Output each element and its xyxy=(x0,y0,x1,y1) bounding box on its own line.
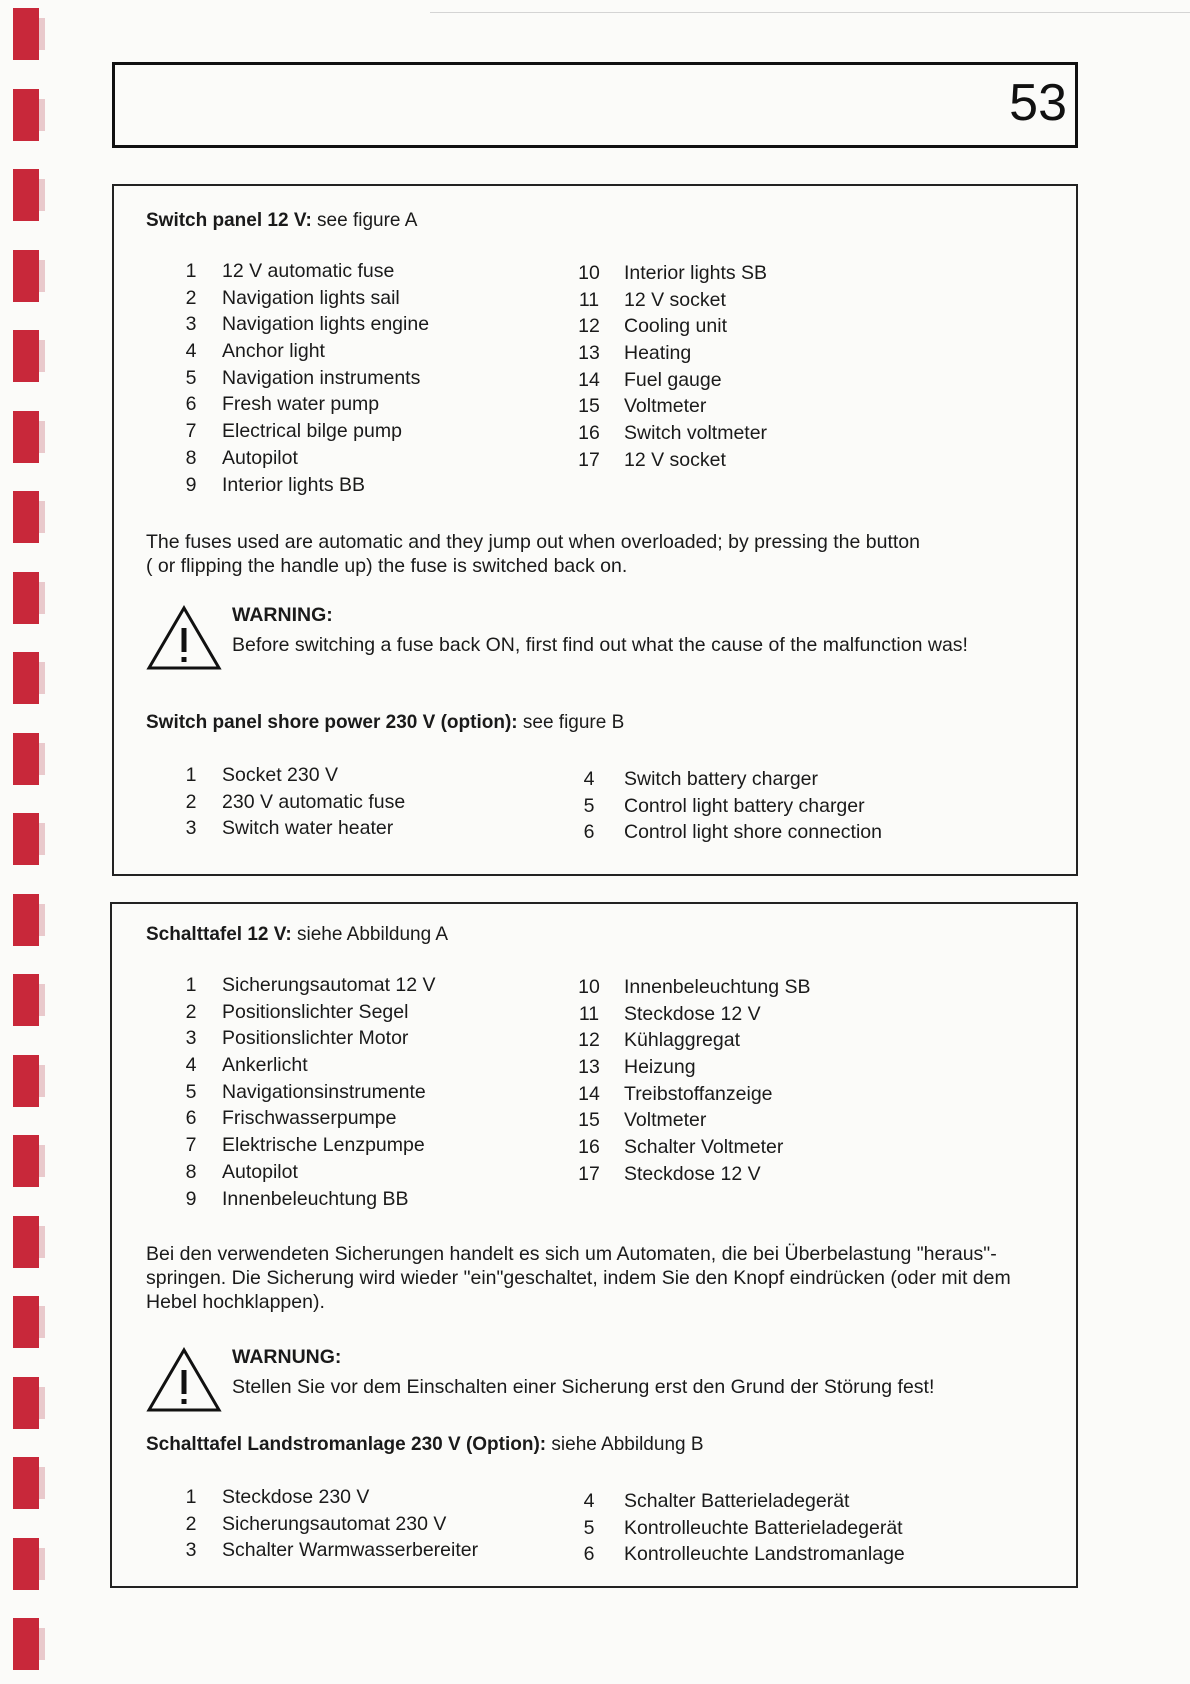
item-label: Navigation lights engine xyxy=(222,313,430,336)
list-item xyxy=(174,789,405,816)
item-number: 11 xyxy=(578,288,600,311)
item-label: Sicherungsautomat 12 V xyxy=(222,974,436,996)
item-label: Control light shore connection xyxy=(624,821,882,844)
item-label: 12 V socket xyxy=(624,288,726,311)
binding-hole xyxy=(13,1055,39,1107)
item-number: 10 xyxy=(578,262,600,284)
item-label: 230 V automatic fuse xyxy=(222,790,406,813)
binding-hole xyxy=(13,411,39,463)
list-item xyxy=(570,1001,811,1028)
item-number: 15 xyxy=(578,395,600,418)
list-item xyxy=(570,1054,811,1081)
page-number: 53 xyxy=(1009,74,1067,132)
item-number: 3 xyxy=(185,1027,197,1050)
item-number: 5 xyxy=(185,1080,197,1103)
list-item xyxy=(174,418,429,445)
item-label: Autopilot xyxy=(222,446,298,469)
item-number: 3 xyxy=(185,817,197,840)
item-label: Anchor light xyxy=(222,340,325,363)
item-number: 1 xyxy=(185,1486,197,1508)
binding-hole xyxy=(13,894,39,946)
item-number: 6 xyxy=(583,821,595,844)
item-label: 12 V socket xyxy=(624,448,726,471)
item-label: Steckdose 12 V xyxy=(624,1162,761,1185)
item-label: Kühlaggregat xyxy=(624,1029,741,1052)
list-item xyxy=(570,1107,811,1134)
warning-text: Before switching a fuse back ON, first find out what the cause of the malfunction was! xyxy=(232,634,968,656)
item-number: 1 xyxy=(185,974,197,996)
item-label: Innenbeleuchtung SB xyxy=(624,976,811,998)
item-number: 7 xyxy=(185,420,197,443)
item-number: 13 xyxy=(578,342,600,365)
schalttafel-heading: Schalttafel 12 V: siehe Abbildung A xyxy=(146,924,449,945)
list-item xyxy=(174,285,429,312)
item-label: Steckdose 230 V xyxy=(222,1486,370,1508)
schalttafel-list-right xyxy=(570,974,811,1188)
item-label: Switch voltmeter xyxy=(624,422,768,445)
item-number: 2 xyxy=(185,286,197,309)
sicherung-explanation: Bei den verwendeten Sicherungen handelt es sich um Automaten, die bei Überbelastung "heraus"- springen. Die Sicherung wird wieder "ein"geschaltet, indem Sie den Knopf eindrücken (oder mit dem Hebel hochklappen). xyxy=(146,1243,1011,1313)
binding-hole xyxy=(13,8,39,60)
list-item xyxy=(570,1134,811,1161)
list-item xyxy=(174,999,436,1026)
item-label: Navigationsinstrumente xyxy=(222,1080,426,1103)
item-number: 16 xyxy=(578,1136,600,1159)
binding-hole xyxy=(13,1618,39,1670)
list-item xyxy=(174,972,436,999)
item-number: 2 xyxy=(185,790,197,813)
item-number: 12 xyxy=(578,1029,600,1052)
binding-hole xyxy=(13,330,39,382)
list-item xyxy=(174,1052,436,1079)
item-number: 12 xyxy=(578,315,600,338)
warning-triangle-icon xyxy=(146,1346,222,1414)
warning-title: WARNING: xyxy=(232,604,333,626)
item-label: Autopilot xyxy=(222,1160,298,1183)
item-label: Fuel gauge xyxy=(624,368,722,391)
warnung-block xyxy=(146,1346,1026,1414)
list-item xyxy=(570,367,767,394)
item-label: Control light battery charger xyxy=(624,794,865,817)
binding-hole xyxy=(13,652,39,704)
item-number: 16 xyxy=(578,422,600,445)
item-number: 4 xyxy=(583,1490,595,1512)
list-item xyxy=(174,258,429,285)
top-rule xyxy=(430,12,1190,13)
item-label: Innenbeleuchtung BB xyxy=(222,1187,409,1210)
item-label: Positionslichter Motor xyxy=(222,1027,409,1050)
item-label: Elektrische Lenzpumpe xyxy=(222,1134,425,1157)
item-number: 1 xyxy=(185,260,197,282)
item-number: 4 xyxy=(185,1054,197,1077)
item-number: 5 xyxy=(583,794,595,817)
binding-hole xyxy=(13,1538,39,1590)
list-item xyxy=(570,793,882,820)
list-item xyxy=(570,1515,905,1542)
list-item xyxy=(570,1488,905,1515)
landstrom-list-left xyxy=(174,1484,478,1564)
binding-hole xyxy=(13,1296,39,1348)
item-label: Sicherungsautomat 230 V xyxy=(222,1512,447,1535)
item-number: 17 xyxy=(578,1162,600,1185)
fuse-explanation: The fuses used are automatic and they jump out when overloaded; by pressing the button ( or flipping the handle up) the fuse is switched back on. xyxy=(146,531,920,577)
item-number: 7 xyxy=(185,1134,197,1157)
item-label: Voltmeter xyxy=(624,1109,707,1132)
item-number: 17 xyxy=(578,448,600,471)
item-label: Ankerlicht xyxy=(222,1054,308,1077)
switch-panel-list-right xyxy=(570,260,767,474)
list-item xyxy=(570,287,767,314)
item-label: Schalter Batterieladegerät xyxy=(624,1490,850,1512)
list-item xyxy=(174,1511,478,1538)
switch-panel-list-left xyxy=(174,258,429,498)
item-label: Cooling unit xyxy=(624,315,727,338)
item-label: Fresh water pump xyxy=(222,393,380,416)
item-number: 1 xyxy=(185,764,197,786)
list-item xyxy=(570,1541,905,1568)
list-item xyxy=(174,1186,436,1213)
item-label: Switch water heater xyxy=(222,817,394,840)
warning-triangle-icon xyxy=(146,604,222,672)
binding-hole xyxy=(13,813,39,865)
list-item xyxy=(570,447,767,474)
item-label: Treibstoffanzeige xyxy=(624,1082,773,1105)
item-number: 11 xyxy=(578,1002,600,1025)
item-label: Schalter Warmwasserbereiter xyxy=(222,1539,479,1562)
list-item xyxy=(174,472,429,499)
list-item xyxy=(174,1484,478,1511)
item-label: Socket 230 V xyxy=(222,764,338,786)
list-item xyxy=(174,815,405,842)
list-item xyxy=(174,391,429,418)
list-item xyxy=(174,365,429,392)
spiral-binding xyxy=(0,0,70,1684)
list-item xyxy=(570,420,767,447)
list-item xyxy=(174,1105,436,1132)
landstrom-heading: Schalttafel Landstromanlage 230 V (Option): siehe Abbildung B xyxy=(146,1434,704,1455)
shore-power-list-right xyxy=(570,766,882,846)
binding-hole xyxy=(13,1377,39,1429)
list-item xyxy=(174,1132,436,1159)
switch-panel-heading: Switch panel 12 V: see figure A xyxy=(146,210,418,231)
binding-hole xyxy=(13,1457,39,1509)
item-number: 6 xyxy=(185,393,197,416)
item-number: 4 xyxy=(185,340,197,363)
binding-hole xyxy=(13,491,39,543)
list-item xyxy=(570,766,882,793)
binding-hole xyxy=(13,733,39,785)
item-number: 6 xyxy=(185,1107,197,1130)
item-label: Voltmeter xyxy=(624,395,707,418)
item-number: 13 xyxy=(578,1056,600,1079)
item-number: 5 xyxy=(185,366,197,389)
warning-block xyxy=(146,604,1026,672)
binding-hole xyxy=(13,974,39,1026)
item-label: Frischwasserpumpe xyxy=(222,1107,397,1130)
item-label: Heating xyxy=(624,342,692,365)
item-number: 2 xyxy=(185,1000,197,1023)
item-label: Kontrolleuchte Landstromanlage xyxy=(624,1543,905,1566)
list-item xyxy=(570,1161,811,1188)
item-label: Steckdose 12 V xyxy=(624,1002,761,1025)
list-item xyxy=(570,1081,811,1108)
item-label: 12 V automatic fuse xyxy=(222,260,395,282)
item-number: 14 xyxy=(578,368,600,391)
binding-hole xyxy=(13,169,39,221)
warnung-title: WARNUNG: xyxy=(232,1346,342,1368)
list-item xyxy=(174,338,429,365)
item-number: 4 xyxy=(583,768,595,790)
item-number: 3 xyxy=(185,1539,197,1562)
item-label: Navigation instruments xyxy=(222,366,421,389)
item-label: Switch battery charger xyxy=(624,768,819,790)
english-section xyxy=(112,184,1078,876)
list-item xyxy=(174,1079,436,1106)
item-number: 14 xyxy=(578,1082,600,1105)
item-label: Interior lights SB xyxy=(624,262,768,284)
item-number: 2 xyxy=(185,1512,197,1535)
schalttafel-list-left xyxy=(174,972,436,1212)
list-item xyxy=(570,393,767,420)
item-number: 10 xyxy=(578,976,600,998)
item-number: 8 xyxy=(185,446,197,469)
binding-hole xyxy=(13,1135,39,1187)
page-header-box xyxy=(112,62,1078,148)
list-item xyxy=(174,1025,436,1052)
item-label: Heizung xyxy=(624,1056,696,1079)
item-number: 5 xyxy=(583,1516,595,1539)
item-label: Positionslichter Segel xyxy=(222,1000,409,1023)
list-item xyxy=(570,313,767,340)
binding-hole xyxy=(13,89,39,141)
list-item xyxy=(570,974,811,1001)
binding-hole xyxy=(13,572,39,624)
warnung-text: Stellen Sie vor dem Einschalten einer Sicherung erst den Grund der Störung fest! xyxy=(232,1376,935,1398)
item-label: Navigation lights sail xyxy=(222,286,400,309)
list-item xyxy=(570,260,767,287)
landstrom-list-right xyxy=(570,1488,905,1568)
shore-power-list-left xyxy=(174,762,405,842)
list-item xyxy=(570,1027,811,1054)
list-item xyxy=(570,819,882,846)
shore-power-heading: Switch panel shore power 230 V (option): see figure B xyxy=(146,712,625,733)
item-number: 3 xyxy=(185,313,197,336)
list-item xyxy=(174,311,429,338)
binding-hole xyxy=(13,250,39,302)
list-item xyxy=(174,1159,436,1186)
item-label: Kontrolleuchte Batterieladegerät xyxy=(624,1516,903,1539)
item-label: Electrical bilge pump xyxy=(222,420,402,443)
list-item xyxy=(570,340,767,367)
item-label: Interior lights BB xyxy=(222,473,366,496)
item-number: 8 xyxy=(185,1160,197,1183)
item-number: 9 xyxy=(185,473,197,496)
item-number: 9 xyxy=(185,1187,197,1210)
list-item xyxy=(174,1537,478,1564)
item-label: Schalter Voltmeter xyxy=(624,1136,784,1159)
list-item xyxy=(174,762,405,789)
item-number: 15 xyxy=(578,1109,600,1132)
list-item xyxy=(174,445,429,472)
item-number: 6 xyxy=(583,1543,595,1566)
binding-hole xyxy=(13,1216,39,1268)
german-section xyxy=(110,902,1078,1588)
